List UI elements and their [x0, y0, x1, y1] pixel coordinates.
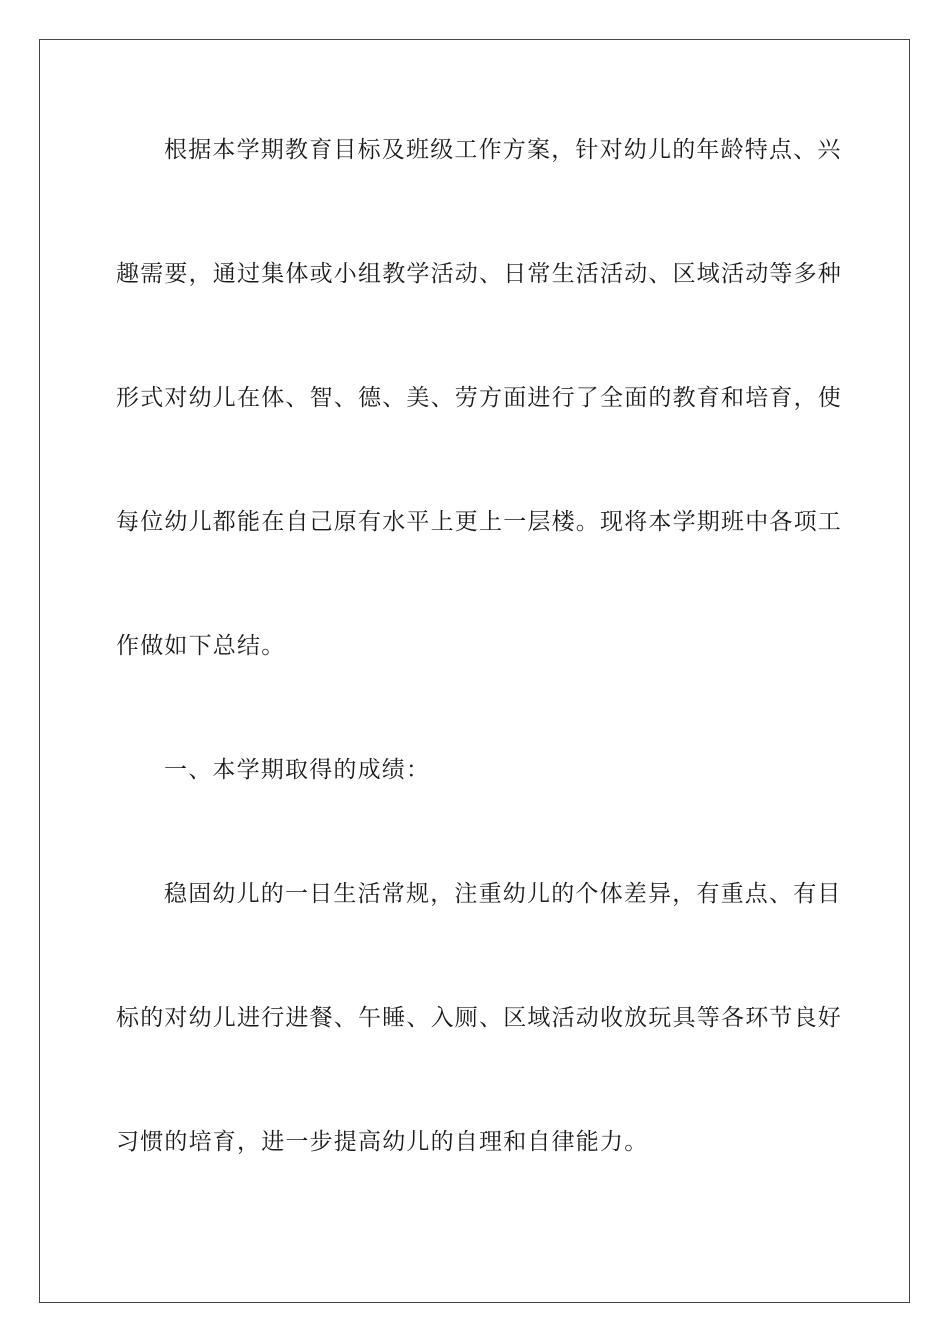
section-heading: 一、本学期取得的成绩：	[164, 757, 431, 783]
paragraph-1-line-2: 趣需要，通过集体或小组教学活动、日常生活活动、区域活动等多种	[116, 261, 842, 287]
paragraph-1-line-1: 根据本学期教育目标及班级工作方案，针对幼儿的年龄特点、兴	[164, 137, 842, 163]
paragraph-3-line-1: 稳固幼儿的一日生活常规，注重幼儿的个体差异，有重点、有目	[164, 881, 842, 907]
page-border	[39, 39, 910, 1303]
paragraph-3-line-3: 习惯的培育，进一步提高幼儿的自理和自律能力。	[116, 1129, 649, 1155]
paragraph-1-line-3: 形式对幼儿在体、智、德、美、劳方面进行了全面的教育和培育，使	[116, 385, 842, 411]
paragraph-1-line-4: 每位幼儿都能在自己原有水平上更上一层楼。现将本学期班中各项工	[116, 509, 842, 535]
paragraph-1-line-5: 作做如下总结。	[116, 633, 286, 659]
paragraph-3-line-2: 标的对幼儿进行进餐、午睡、入厕、区域活动收放玩具等各环节良好	[116, 1005, 842, 1031]
